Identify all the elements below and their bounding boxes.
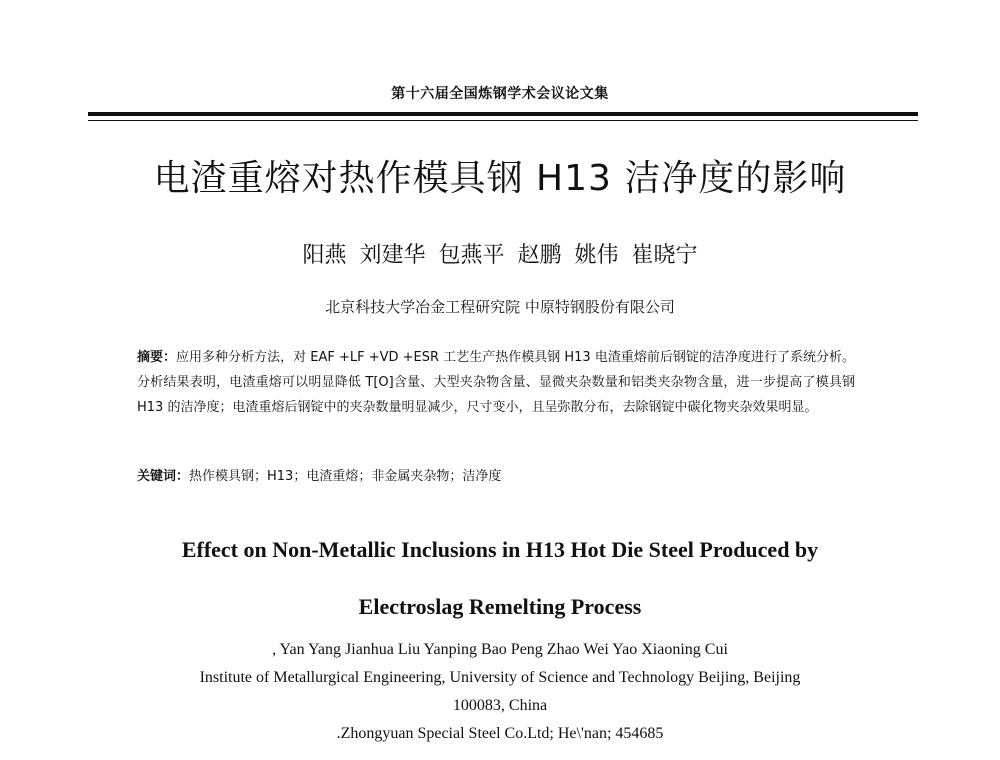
header-rule-thick [88,112,918,116]
paper-title-en-line2: Electroslag Remelting Process [358,594,642,619]
header-rule-thin [88,120,918,121]
affiliation-cn: 北京科技大学冶金工程研究院 中原特钢股份有限公司 [325,298,675,316]
authors-cn: 阳燕 刘建华 包燕平 赵鹏 姚伟 崔晓宁 [302,243,698,268]
affiliation-en-line3: .Zhongyuan Special Steel Co.Ltd; He\'nan; 454685 [336,725,664,742]
keywords-text: 热作模具钢；H13；电渣重熔；非金属夹杂物；洁净度 [189,469,502,484]
authors-en: , Yan Yang Jianhua Liu Yanping Bao Peng Zhao Wei Yao Xiaoning Cui [272,641,728,658]
paper-title-cn: 电渣重熔对热作模具钢 H13 洁净度的影响 [153,158,847,199]
paper-title-en-line1: Effect on Non-Metallic Inclusions in H13 Hot Die Steel Produced by [181,537,819,562]
keywords-cn [137,466,855,488]
affiliation-en-line2: 100083, China [452,697,548,714]
keywords-label: 关键词： [137,469,190,484]
affiliation-en-line1: Institute of Metallurgical Engineering, University of Science and Technology Beijing, Beijing [199,669,801,686]
journal-header: 第十六届全国炼钢学术会议论文集 [391,86,609,102]
abstract-text: 应用多种分析方法，对 EAF +LF +VD +ESR 工艺生产热作模具钢 H13 电渣重熔前后钢锭的洁净度进行了系统分析。分析结果表明，电渣重熔可以明显降低 T[O]含量、大型夹杂物含量、显微夹杂数量和铝类夹杂物含量，进一步提高了模具钢 H13 的洁净度；电渣重熔后钢锭中的夹杂数量明显减少，尺寸变小，且呈弥散分布，去除钢锭中碳化物夹杂效果明显。 [137,350,855,415]
abstract-cn [137,345,855,420]
abstract-label: 摘要： [137,350,177,365]
